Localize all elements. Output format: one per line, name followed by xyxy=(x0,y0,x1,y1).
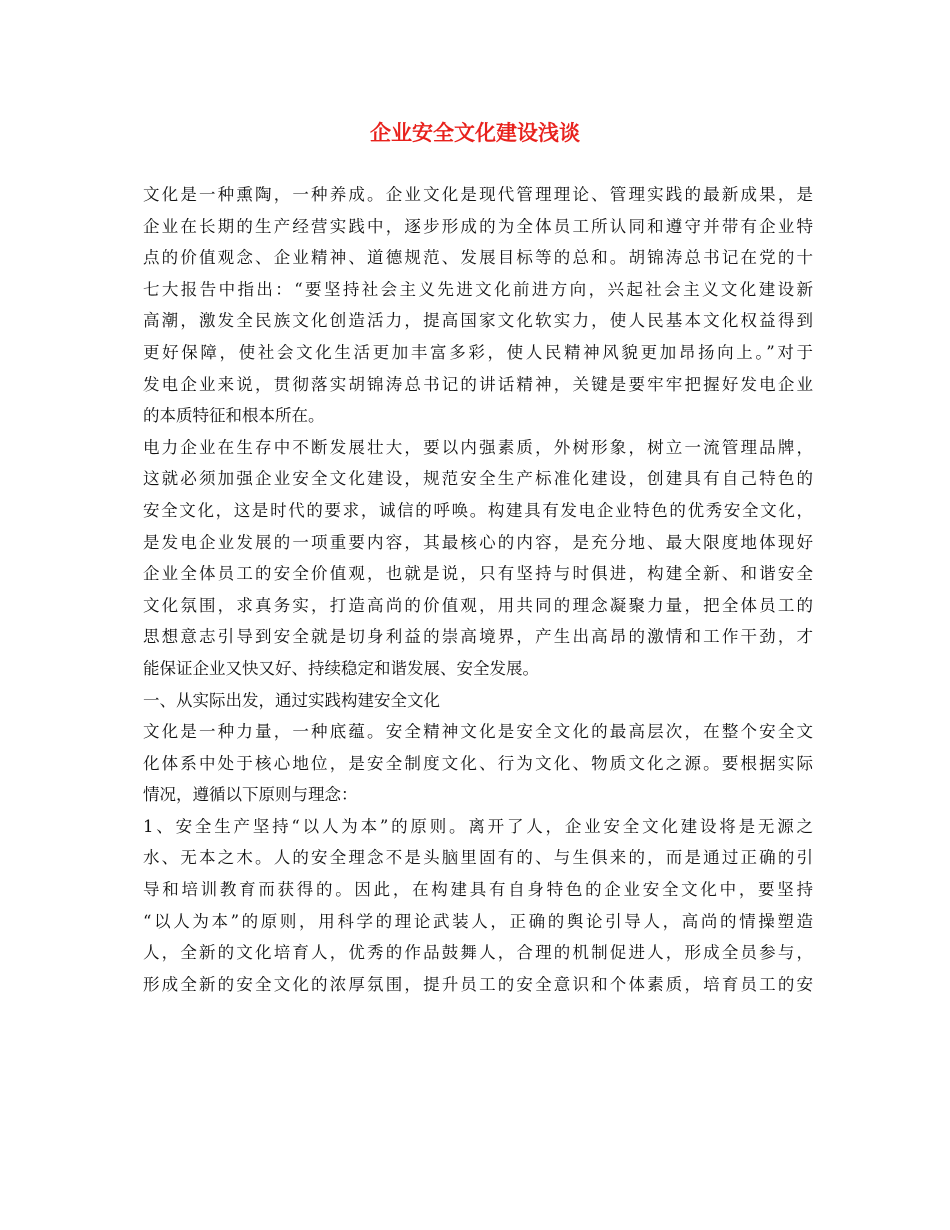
text-line: 点的价值观念、企业精神、道德规范、发展目标等的总和。胡锦涛总书记在党的十 xyxy=(143,248,813,268)
text-line: “以人为本”的原则，用科学的理论武装人，正确的舆论引导人，高尚的情操塑造 xyxy=(143,911,813,931)
text-line: 一、从实际出发，通过实践构建安全文化 xyxy=(143,690,440,710)
text-line: 化体系中处于核心地位，是安全制度文化、行为文化、物质文化之源。要根据实际 xyxy=(143,753,813,773)
text-line: 发电企业来说，贯彻落实胡锦涛总书记的讲话精神，关键是要牢牢把握好发电企业 xyxy=(143,374,813,394)
text-line: 能保证企业又快又好、持续稳定和谐发展、安全发展。 xyxy=(143,658,539,678)
text-line: 更好保障，使社会文化生活更加丰富多彩，使人民精神风貌更加昂扬向上。”对于 xyxy=(143,342,813,362)
text-line: 文化氛围，求真务实，打造高尚的价值观，用共同的理念凝聚力量，把全体员工的 xyxy=(143,595,813,615)
text-line: 企业在长期的生产经营实践中，逐步形成的为全体员工所认同和遵守并带有企业特 xyxy=(143,216,813,236)
text-line: 情况，遵循以下原则与理念： xyxy=(143,785,358,805)
text-line: 是发电企业发展的一项重要内容，其最核心的内容，是充分地、最大限度地体现好 xyxy=(143,532,813,552)
text-line: 企业全体员工的安全价值观，也就是说，只有坚持与时俱进，构建全新、和谐安全 xyxy=(143,564,813,584)
document-body xyxy=(143,179,813,1000)
text-line: 人，全新的文化培育人，优秀的作品鼓舞人，合理的机制促进人，形成全员参与， xyxy=(143,943,813,963)
text-line: 思想意志引导到安全就是切身利益的崇高境界，产生出高昂的激情和工作干劲，才 xyxy=(143,627,813,647)
text-line: 形成全新的安全文化的浓厚氛围，提升员工的安全意识和个体素质，培育员工的安 xyxy=(143,974,813,994)
text-line: 电力企业在生存中不断发展壮大，要以内强素质，外树形象，树立一流管理品牌， xyxy=(143,437,813,457)
text-line: 导和培训教育而获得的。因此，在构建具有自身特色的企业安全文化中，要坚持 xyxy=(143,880,813,900)
text-line: 安全文化，这是时代的要求，诚信的呼唤。构建具有发电企业特色的优秀安全文化， xyxy=(143,500,813,520)
text-line: 的本质特征和根本所在。 xyxy=(143,406,325,426)
text-line: 文化是一种力量，一种底蕴。安全精神文化是安全文化的最高层次，在整个安全文 xyxy=(143,722,813,742)
text-line: 这就必须加强企业安全文化建设，规范安全生产标准化建设，创建具有自己特色的 xyxy=(143,469,813,489)
text-line: 文化是一种熏陶，一种养成。企业文化是现代管理理论、管理实践的最新成果，是 xyxy=(143,185,813,204)
text-line: 高潮，激发全民族文化创造活力，提高国家文化软实力，使人民基本文化权益得到 xyxy=(143,311,813,331)
document-title: 企业安全文化建设浅谈 xyxy=(370,120,580,145)
text-line: 水、无本之木。人的安全理念不是头脑里固有的、与生俱来的，而是通过正确的引 xyxy=(143,848,813,868)
text-line: 1、安全生产坚持“以人为本”的原则。离开了人，企业安全文化建设将是无源之 xyxy=(143,816,813,836)
text-line: 七大报告中指出：“要坚持社会主义先进文化前进方向，兴起社会主义文化建设新 xyxy=(143,279,813,299)
